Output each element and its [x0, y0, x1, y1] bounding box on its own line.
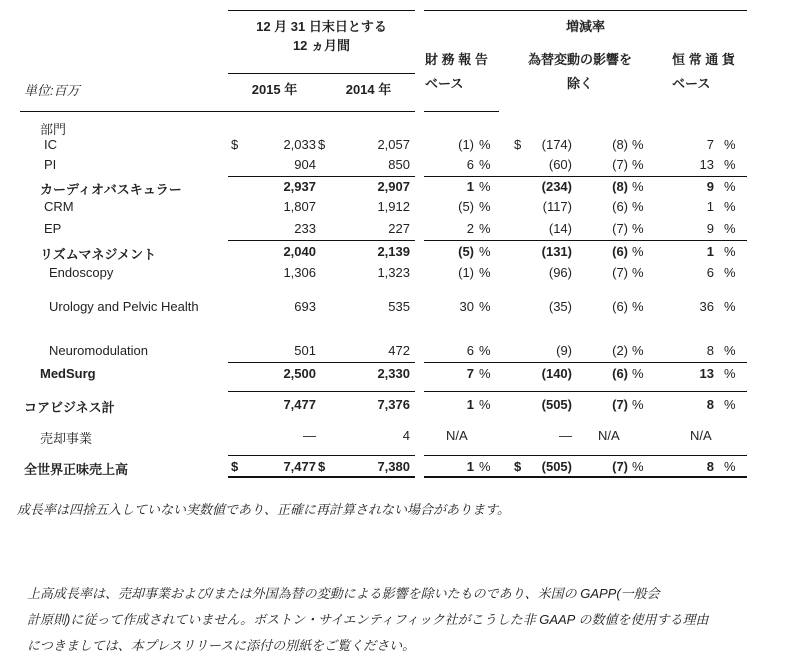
- constant-currency-change: N/A: [690, 428, 712, 443]
- fx-excluded-change: (7): [612, 397, 628, 412]
- value-2014: 2,057: [377, 137, 410, 152]
- value-2014: 2,330: [377, 366, 410, 381]
- reported-change-percent: %: [479, 343, 491, 358]
- fx-excluded-change-percent: %: [632, 366, 644, 381]
- value-2015: 2,500: [283, 366, 316, 381]
- fx-impact-value: (60): [548, 157, 572, 172]
- constant-currency-change-percent: %: [724, 265, 736, 280]
- reported-change-percent: %: [479, 299, 491, 314]
- value-2014: 472: [388, 343, 410, 358]
- constant-currency-change: 7: [706, 137, 714, 152]
- fx-excluded-change-percent: %: [632, 459, 644, 474]
- reported-change-percent: %: [479, 244, 491, 259]
- constant-currency-change: 9: [706, 221, 714, 236]
- constant-currency-change: 6: [706, 265, 714, 280]
- rounding-note: 成長率は四捨五入していない実数値であり、正確に再計算されない場合があります。: [17, 502, 510, 517]
- value-2014: 1,912: [377, 199, 410, 214]
- fx-excluded-change-percent: %: [632, 199, 644, 214]
- constant-currency-change: 9: [706, 179, 714, 194]
- value-2014: 1,323: [377, 265, 410, 280]
- year-2014-header: 2014 年: [345, 82, 392, 97]
- fx-excluded-change: (8): [612, 179, 628, 194]
- fx-excluded-change-percent: %: [632, 343, 644, 358]
- fx-excluded-change-percent: %: [632, 265, 644, 280]
- value-2015: —: [303, 428, 316, 443]
- fx-excluded-change: (7): [612, 459, 628, 474]
- reported-change-percent: %: [479, 265, 491, 280]
- constant-currency-change: 8: [706, 397, 714, 412]
- row-label: リズムマネジメント: [40, 247, 157, 262]
- constant-currency-change-percent: %: [724, 343, 736, 358]
- constant-currency-change-percent: %: [724, 157, 736, 172]
- reported-change-percent: %: [479, 397, 491, 412]
- row-label: PI: [44, 157, 57, 172]
- value-2015: 7,477: [283, 397, 316, 412]
- fx-impact-value: (234): [541, 179, 572, 194]
- fx-impact-value: (505): [541, 459, 572, 474]
- value-2015: 233: [294, 221, 316, 236]
- reported-change-percent: %: [479, 459, 491, 474]
- fx-impact-value: (505): [541, 397, 572, 412]
- non-gaap-note-line3: につきましては、本プレスリリースに添付の別紙をご覧ください。: [27, 638, 416, 653]
- row-label: Urology and Pelvic Health: [49, 299, 199, 314]
- header-top-rule-left: [228, 10, 415, 11]
- value-2015: 693: [294, 299, 316, 314]
- value-2015: 501: [294, 343, 316, 358]
- rule-after-neuro-left: [228, 362, 415, 363]
- header-top-rule-right: [424, 10, 747, 11]
- fx-excluded-change: (6): [612, 299, 628, 314]
- constant-currency-change-percent: %: [724, 299, 736, 314]
- fx-impact-value: (131): [541, 244, 572, 259]
- fx-excluded-change-percent: %: [632, 397, 644, 412]
- header-mid-rule-right: [400, 73, 415, 74]
- header-period-rule: [228, 73, 415, 74]
- fx-excluded-header-line2: 除く: [566, 76, 593, 91]
- rule-after-neuro-right: [424, 362, 747, 363]
- total-double-rule-right: [424, 476, 747, 478]
- row-label: Endoscopy: [49, 265, 114, 280]
- reported-change: 6: [466, 343, 474, 358]
- fx-excluded-change: (6): [612, 366, 628, 381]
- constant-currency-change-percent: %: [724, 179, 736, 194]
- fx-excluded-header-line1: 為替変動の影響を: [527, 52, 632, 67]
- fx-impact-value: (14): [548, 221, 572, 236]
- change-rate-header: 増減率: [565, 19, 605, 34]
- currency-symbol-2014: $: [318, 137, 326, 152]
- value-2014: 227: [388, 221, 410, 236]
- period-header-line2: 12 ヵ月間: [292, 38, 351, 53]
- value-2014: 850: [388, 157, 410, 172]
- constant-currency-change: 13: [699, 366, 714, 381]
- currency-symbol-2015: $: [231, 459, 239, 474]
- rule-after-medsurg-right: [424, 391, 747, 392]
- constant-currency-change: 1: [706, 244, 714, 259]
- reported-change: 1: [466, 459, 474, 474]
- fx-impact-value: (35): [548, 299, 572, 314]
- reported-change: (5): [458, 199, 474, 214]
- fx-excluded-change-percent: %: [632, 244, 644, 259]
- fx-excluded-change: (8): [612, 137, 628, 152]
- rule-after-medsurg-left: [228, 391, 415, 392]
- fx-excluded-change: (6): [612, 199, 628, 214]
- value-2015: 904: [294, 157, 316, 172]
- row-label: MedSurg: [40, 366, 96, 381]
- reported-change-percent: %: [479, 366, 491, 381]
- reported-basis-header-line1: 財 務 報 告: [425, 52, 488, 67]
- constant-currency-change-percent: %: [724, 221, 736, 236]
- non-gaap-note-line2: 計原則)に従って作成されていません。ボストン・サイエンティフィック社がこうした非 GAAP の数値を使用する理由: [27, 612, 709, 627]
- header-bottom-rule-left: [20, 111, 415, 112]
- value-2015: 1,306: [283, 265, 316, 280]
- reported-change: (5): [458, 244, 474, 259]
- reported-basis-header-line2: ベース: [425, 76, 464, 91]
- row-label: 全世界正味売上高: [24, 462, 129, 477]
- fx-impact-value: (140): [541, 366, 572, 381]
- fx-excluded-change: (7): [612, 265, 628, 280]
- reported-change: 30: [459, 299, 474, 314]
- constant-currency-header-line2: ベース: [672, 76, 711, 91]
- reported-change: N/A: [446, 428, 468, 443]
- reported-change: 6: [466, 157, 474, 172]
- row-label: CRM: [44, 199, 74, 214]
- fx-excluded-change: N/A: [598, 428, 620, 443]
- fx-impact-value: (9): [556, 343, 572, 358]
- value-2014: 535: [388, 299, 410, 314]
- period-header-line1: 12 月 31 日末日とする: [256, 19, 387, 34]
- value-2014: 2,907: [377, 179, 410, 194]
- constant-currency-change-percent: %: [724, 244, 736, 259]
- row-label: 売却事業: [40, 431, 93, 446]
- value-2015: 1,807: [283, 199, 316, 214]
- constant-currency-change-percent: %: [724, 397, 736, 412]
- fx-excluded-change-percent: %: [632, 179, 644, 194]
- constant-currency-change: 8: [706, 343, 714, 358]
- value-2015: 2,040: [283, 244, 316, 259]
- constant-currency-change: 1: [706, 199, 714, 214]
- constant-currency-change: 13: [699, 157, 714, 172]
- fx-excluded-change: (7): [612, 157, 628, 172]
- fx-excluded-change-percent: %: [632, 137, 644, 152]
- currency-symbol-2014: $: [318, 459, 326, 474]
- reported-change-percent: %: [479, 221, 491, 236]
- reported-change: 7: [466, 366, 474, 381]
- row-label: IC: [44, 137, 57, 152]
- value-2015: 7,477: [283, 459, 316, 474]
- fx-impact-value: (96): [548, 265, 572, 280]
- fx-impact-currency-symbol: $: [514, 137, 522, 152]
- fx-impact-value: (174): [541, 137, 572, 152]
- fx-impact-currency-symbol: $: [514, 459, 522, 474]
- reported-change-percent: %: [479, 157, 491, 172]
- value-2014: 2,139: [377, 244, 410, 259]
- rule-after-ep-right: [424, 240, 747, 241]
- rule-before-total-right: [424, 455, 747, 456]
- constant-currency-change-percent: %: [724, 459, 736, 474]
- rule-after-pi-left: [228, 176, 415, 177]
- value-2014: 4: [402, 428, 410, 443]
- fx-impact-value: (117): [542, 199, 572, 214]
- fx-excluded-change-percent: %: [632, 157, 644, 172]
- unit-label: 単位:百万: [24, 83, 80, 98]
- row-label: EP: [44, 221, 62, 236]
- reported-change-percent: %: [479, 137, 491, 152]
- constant-currency-header-line1: 恒 常 通 貨: [672, 52, 735, 67]
- reported-change: 2: [466, 221, 474, 236]
- fx-excluded-change: (2): [612, 343, 628, 358]
- currency-symbol-2015: $: [231, 137, 239, 152]
- reported-change-percent: %: [479, 179, 491, 194]
- constant-currency-change: 36: [699, 299, 714, 314]
- value-2015: 2,033: [283, 137, 316, 152]
- fx-excluded-change: (6): [612, 244, 628, 259]
- reported-change: 1: [466, 179, 474, 194]
- constant-currency-change-percent: %: [724, 137, 736, 152]
- value-2014: 7,376: [377, 397, 410, 412]
- reported-change: (1): [458, 137, 474, 152]
- row-label: コアビジネス計: [24, 400, 115, 415]
- rule-before-total-left: [228, 455, 415, 456]
- row-label: 部門: [40, 122, 67, 137]
- rule-after-pi-right: [424, 176, 747, 177]
- constant-currency-change: 8: [706, 459, 714, 474]
- fx-excluded-change-percent: %: [632, 299, 644, 314]
- row-label: カーディオバスキュラー: [40, 182, 182, 197]
- non-gaap-note-line1: 上高成長率は、売却事業および/または外国為替の変動による影響を除いたものであり、米国の GAPP(一般会: [27, 586, 660, 601]
- value-2014: 7,380: [377, 459, 410, 474]
- row-label: Neuromodulation: [49, 343, 149, 358]
- header-bottom-rule-right: [424, 111, 499, 112]
- year-2015-header: 2015 年: [251, 82, 298, 97]
- value-2015: 2,937: [283, 179, 316, 194]
- reported-change-percent: %: [479, 199, 491, 214]
- rule-after-ep-left: [228, 240, 415, 241]
- fx-excluded-change: (7): [612, 221, 628, 236]
- constant-currency-change-percent: %: [724, 199, 736, 214]
- fx-impact-value: —: [559, 428, 572, 443]
- constant-currency-change-percent: %: [724, 366, 736, 381]
- total-double-rule-left: [228, 476, 415, 478]
- reported-change: 1: [466, 397, 474, 412]
- reported-change: (1): [458, 265, 474, 280]
- fx-excluded-change-percent: %: [632, 221, 644, 236]
